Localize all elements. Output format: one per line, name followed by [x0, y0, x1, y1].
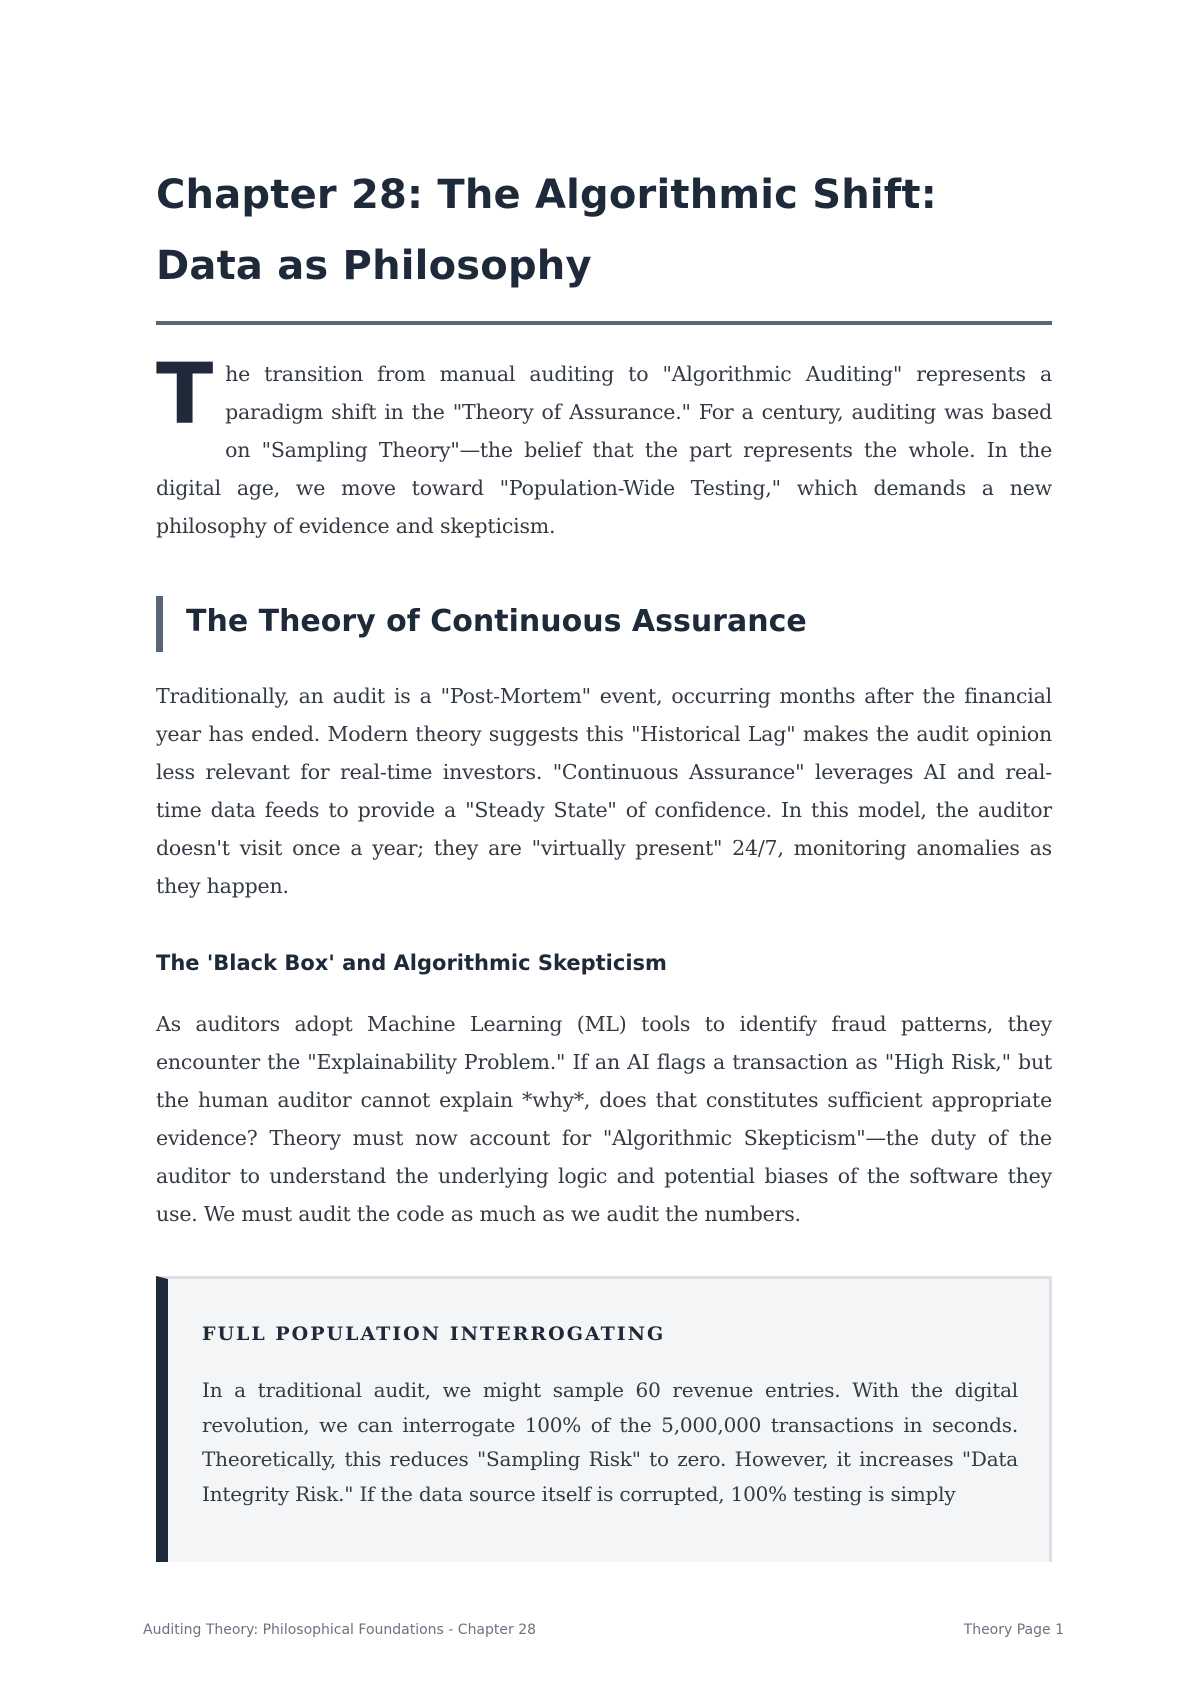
title-divider — [156, 321, 1052, 325]
footer-document-title: Auditing Theory: Philosophical Foundations - Chapter 28 — [143, 1622, 537, 1638]
callout-body: In a traditional audit, we might sample 60 revenue entries. With the digital revolution, we can interrogate 100% of the 5,000,000 transactions in seconds. Theoretically, this reduces "Sampling Risk" to zero. However, it increases "Data Integrity Risk." If the data source itself is corrupted, 100% testing is simply — [202, 1378, 1018, 1506]
callout-box — [156, 1276, 1052, 1562]
section-heading-block — [156, 596, 1059, 652]
footer-page-number: Theory Page 1 — [963, 1622, 1064, 1638]
section-paragraph: Traditionally, an audit is a "Post-Mortem" event, occurring months after the financial year has ended. Modern theory suggests this "Historical Lag" makes the audit opinion less relevant for real-time investors. "Continuous Assurance" leverages AI and real-time data feeds to provide a "Steady State" of confidence. In this model, the auditor doesn't visit once a year; they are "virtually present" 24/7, monitoring anomalies as they happen. — [156, 684, 1052, 898]
chapter-title: Chapter 28: The Algorithmic Shift: Data as Philosophy — [156, 172, 937, 289]
subsection-paragraph: As auditors adopt Machine Learning (ML) tools to identify fraud patterns, they encounter the "Explainability Problem." If an AI flags a transaction as "High Risk," but the human auditor cannot explain *why*, does that constitutes sufficient appropriate evidence? Theory must now account for "Algorithmic Skepticism"—the duty of the auditor to understand the underlying logic and potential biases of the software they use. We must audit the code as much as we audit the numbers. — [156, 1012, 1052, 1226]
intro-text: he transition from manual auditing to "Algorithmic Auditing" represents a paradigm shift in the "Theory of Assurance." For a century, auditing was based on "Sampling Theory"—the belief that the part represents the whole. In the digital age, we move toward "Population-Wide Testing," which demands a new philosophy of evidence and skepticism. — [156, 362, 1052, 538]
drop-cap: T — [156, 345, 214, 443]
callout-title: FULL POPULATION INTERROGATING — [202, 1323, 666, 1345]
subsection-title: The 'Black Box' and Algorithmic Skepticism — [156, 951, 667, 975]
section-title: The Theory of Continuous Assurance — [186, 604, 807, 639]
intro-paragraph — [156, 345, 1052, 545]
